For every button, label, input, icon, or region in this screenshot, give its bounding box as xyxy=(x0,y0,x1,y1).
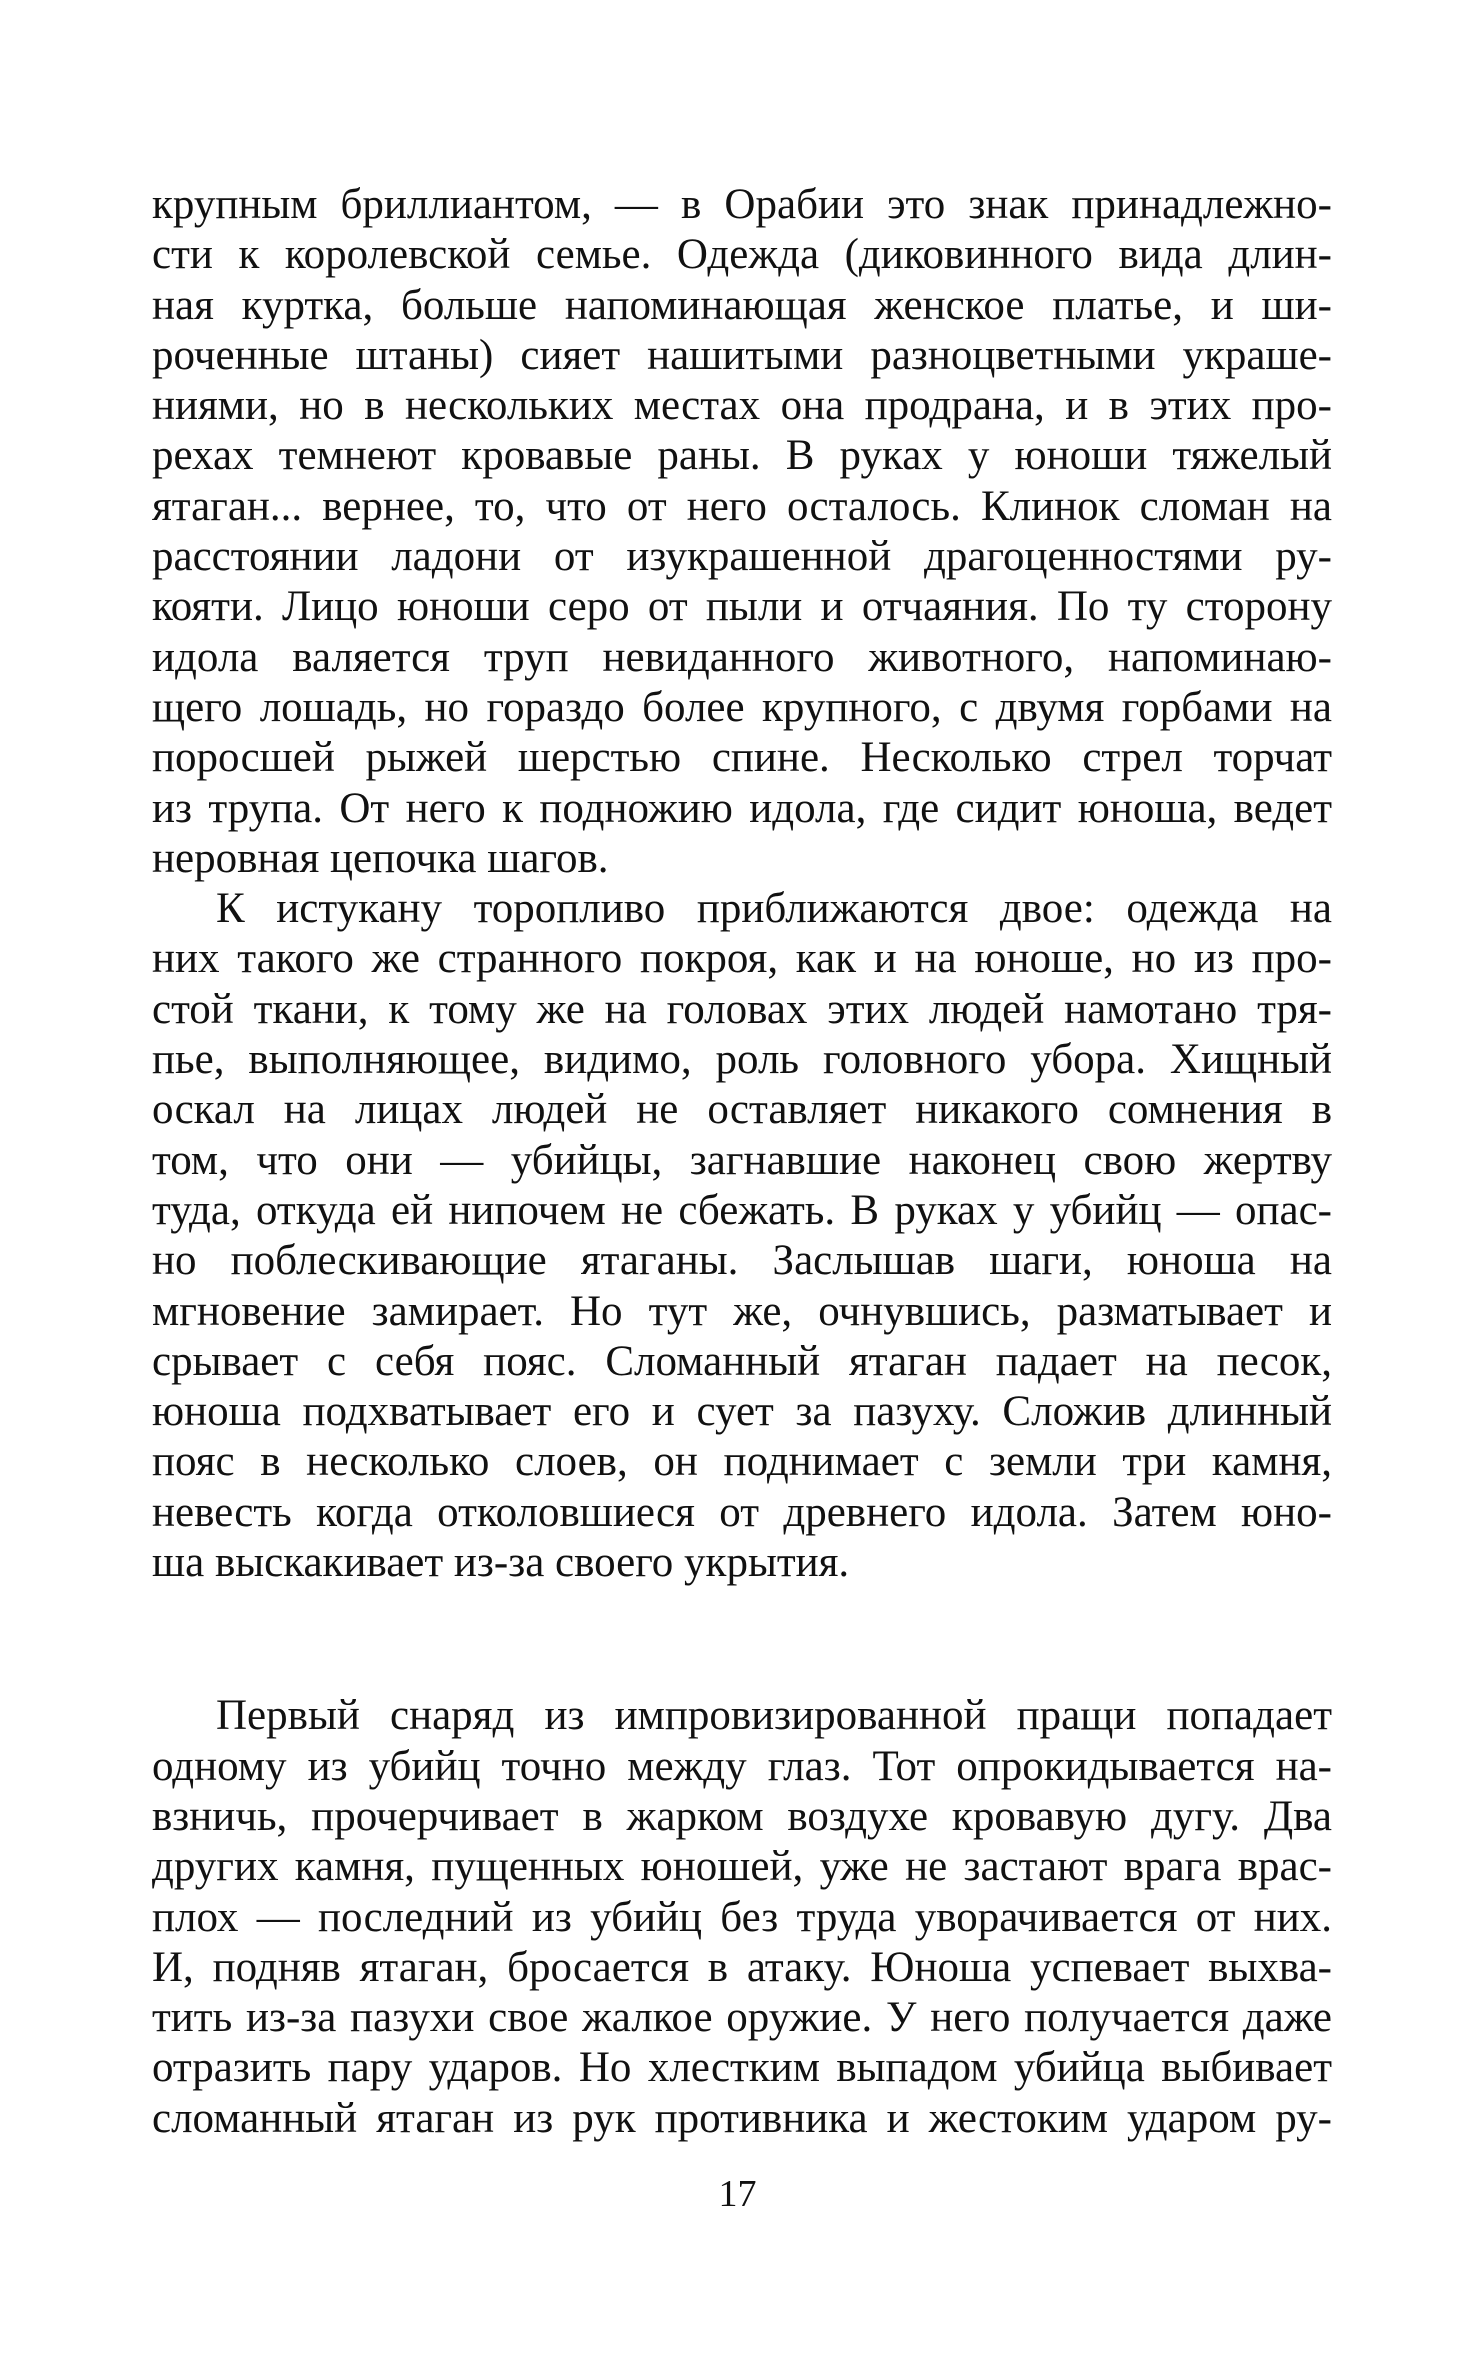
text-line: невесть когда отколовшиеся от древнего идола. Затем юно- xyxy=(152,1488,1332,1536)
text-line: К истукану торопливо приближаются двое: одежда на xyxy=(216,885,1332,933)
text-line: из трупа. От него к подножию идола, где сидит юноша, ведет xyxy=(152,784,1332,832)
text-line: взничь, прочерчивает в жарком воздухе кровавую дугу. Два xyxy=(152,1792,1332,1840)
text-line: И, подняв ятаган, бросается в атаку. Юноша успевает выхва- xyxy=(152,1943,1332,1991)
text-line: них такого же странного покроя, как и на юноше, но из про- xyxy=(152,935,1332,983)
paragraph xyxy=(152,180,1332,884)
text-line: других камня, пущенных юношей, уже не застают врага врас- xyxy=(152,1843,1332,1891)
text-block xyxy=(152,180,1332,2144)
text-line: одному из убийц точно между глаз. Тот опрокидывается на- xyxy=(152,1742,1332,1790)
text-line: расстоянии ладони от изукрашенной драгоценностями ру- xyxy=(152,533,1332,581)
paragraph xyxy=(152,884,1332,1588)
text-line: идола валяется труп невиданного животного, напоминаю- xyxy=(152,633,1332,681)
text-line: пье, выполняющее, видимо, роль головного убора. Хищный xyxy=(152,1036,1332,1084)
text-line: поросшей рыжей шерстью спине. Несколько стрел торчат xyxy=(152,734,1332,782)
page-body xyxy=(152,180,1332,2144)
text-line: Первый снаряд из импровизированной пращи попадает xyxy=(216,1692,1332,1740)
text-line: щего лошадь, но гораздо более крупного, с двумя горбами на xyxy=(152,683,1332,731)
text-line: тить из-за пазухи свое жалкое оружие. У него получается даже xyxy=(152,1994,1332,2042)
page-number: 17 xyxy=(718,2173,757,2215)
text-line: туда, откуда ей нипочем не сбежать. В руках у убийц — опас- xyxy=(152,1186,1332,1234)
text-line: юноша подхватывает его и сует за пазуху. Сложив длинный xyxy=(152,1388,1332,1436)
text-line: срывает с себя пояс. Сломанный ятаган падает на песок, xyxy=(152,1337,1332,1385)
text-line: сти к королевской семье. Одежда (диковинного вида длин- xyxy=(152,231,1332,279)
text-line: ниями, но в нескольких местах она продрана, и в этих про- xyxy=(152,382,1332,430)
text-line: но поблескивающие ятаганы. Заслышав шаги, юноша на xyxy=(152,1237,1332,1285)
section-break xyxy=(152,1588,1332,1691)
text-line: мгновение замирает. Но тут же, очнувшись, разматывает и xyxy=(152,1287,1332,1335)
text-line: плох — последний из убийц без труда уворачивается от них. xyxy=(152,1893,1332,1941)
text-line: крупным бриллиантом, — в Орабии это знак принадлежно- xyxy=(152,181,1332,228)
text-line: неровная цепочка шагов. xyxy=(152,834,609,882)
text-line: кояти. Лицо юноши серо от пыли и отчаяния. По ту сторону xyxy=(152,583,1332,631)
text-line: сломанный ятаган из рук противника и жестоким ударом ру- xyxy=(152,2094,1332,2142)
text-line: том, что они — убийцы, загнавшие наконец свою жертву xyxy=(152,1136,1332,1184)
text-line: ша выскакивает из-за своего укрытия. xyxy=(152,1539,850,1587)
text-line: пояс в несколько слоев, он поднимает с земли три камня, xyxy=(152,1438,1332,1486)
text-line: отразить пару ударов. Но хлестким выпадом убийца выбивает xyxy=(152,2044,1332,2092)
text-line: стой ткани, к тому же на головах этих людей намотано тря- xyxy=(152,985,1332,1033)
text-line: ная куртка, больше напоминающая женское платье, и ши- xyxy=(152,281,1332,329)
paragraph xyxy=(152,1691,1332,2144)
text-line: рехах темнеют кровавые раны. В руках у юноши тяжелый xyxy=(152,432,1332,480)
text-line: роченные штаны) сияет нашитыми разноцветными украше- xyxy=(152,331,1332,379)
text-line: ятаган... вернее, то, что от него осталось. Клинок сломан на xyxy=(152,482,1332,530)
text-line: оскал на лицах людей не оставляет никакого сомнения в xyxy=(152,1086,1332,1134)
